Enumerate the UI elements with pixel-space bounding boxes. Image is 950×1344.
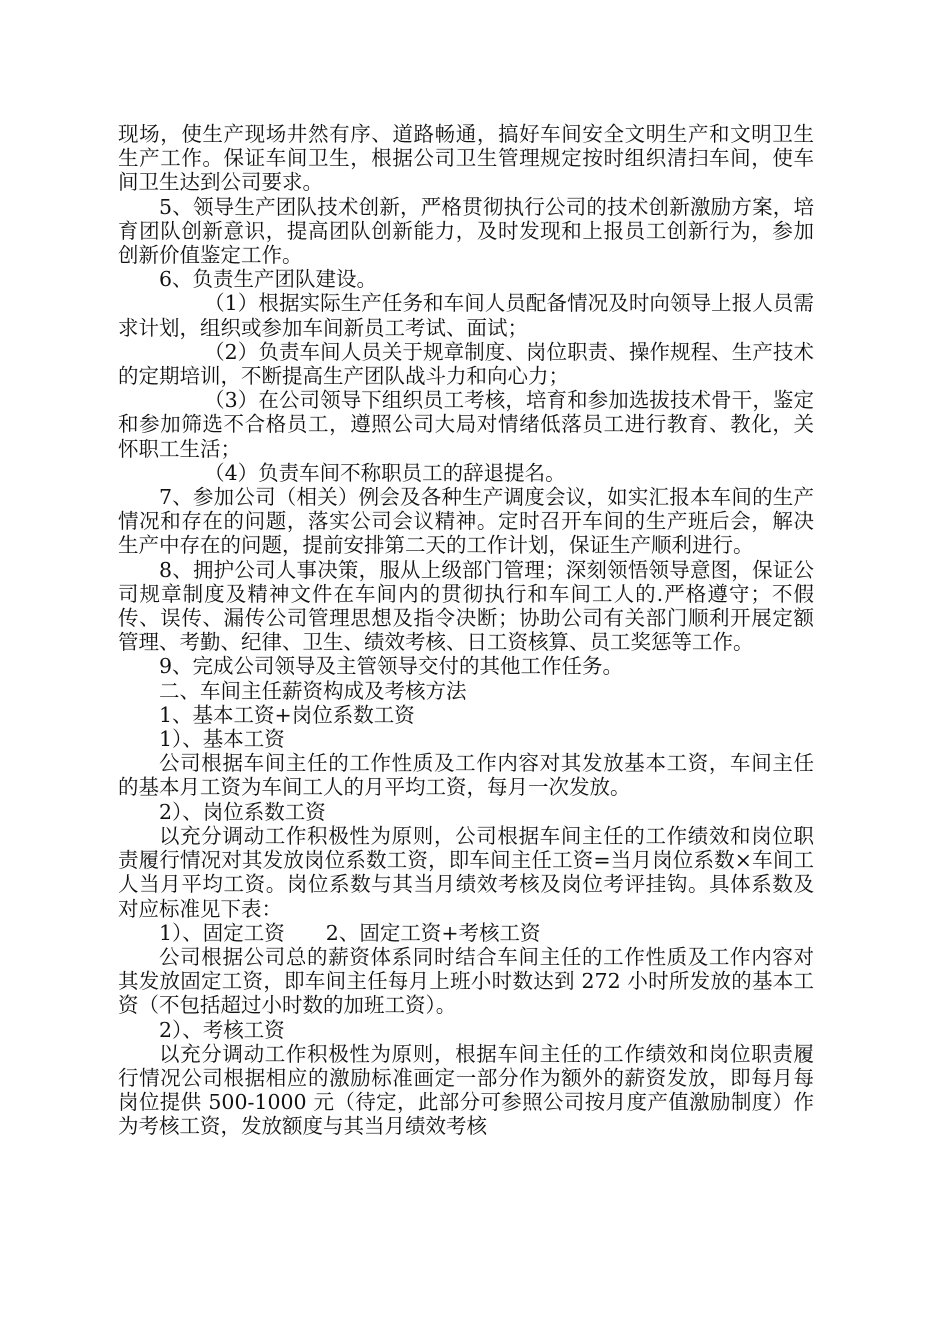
paragraph-item-6-2: （2）负责车间人员关于规章制度、岗位职责、操作规程、生产技术的定期培训，不断提高生产团队战斗力和向心力； xyxy=(118,339,814,389)
section-heading-salary: 二、车间主任薪资构成及考核方法 xyxy=(159,678,467,703)
paragraph-item-6: 6、负责生产团队建设。 xyxy=(159,267,378,292)
subheading-coefficient-wage: 2）、岗位系数工资 xyxy=(159,799,326,824)
subheading-basic-wage: 1）、基本工资 xyxy=(159,727,285,752)
subheading-fixed-wage: 1）、固定工资 2、固定工资+考核工资 xyxy=(159,920,541,945)
paragraph-item-6-3: （3）在公司领导下组织员工考核，培育和参加选拔技术骨干，鉴定和参加筛选不合格员工，遵照公司大局对情绪低落员工进行教育、教化，关怀职工生活； xyxy=(118,388,814,461)
paragraph-fixed-wage: 公司根据公司总的薪资体系同时结合车间主任的工作性质及工作内容对其发放固定工资，即车间主任每月上班小时数达到 272 小时所发放的基本工资（不包括超过小时数的加班工资）。 xyxy=(118,944,814,1018)
paragraph-item-5: 5、领导生产团队技术创新，严格贯彻执行公司的技术创新激励方案，培育团队创新意识，提高团队创新能力，及时发现和上报员工创新行为，参加创新价值鉴定工作。 xyxy=(118,194,814,268)
paragraph-item-7: 7、参加公司（相关）例会及各种生产调度会议，如实汇报本车间的生产情况和存在的问题，落实公司会议精神。定时召开车间的生产班后会，解决生产中存在的问题，提前安排第二天的工作计划，保证生产顺利进行。 xyxy=(118,485,814,558)
paragraph-site-order: 现场，使生产现场井然有序、道路畅通，搞好车间安全文明生产和文明卫生生产工作。保证车间卫生，根据公司卫生管理规定按时组织清扫车间，使车间卫生达到公司要求。 xyxy=(118,122,814,195)
paragraph-basic-wage: 公司根据车间主任的工作性质及工作内容对其发放基本工资，车间主任的基本月工资为车间工人的月平均工资，每月一次发放。 xyxy=(118,751,814,800)
paragraph-item-6-1: （1）根据实际生产任务和车间人员配备情况及时向领导上报人员需求计划，组织或参加车间新员工考试、面试； xyxy=(118,291,814,340)
subheading-basic-plus-coefficient: 1、基本工资+岗位系数工资 xyxy=(159,702,415,727)
paragraph-item-8: 8、拥护公司人事决策，服从上级部门管理；深刻领悟领导意图，保证公司规章制度及精神文件在车间内的贯彻执行和车间工人的.严格遵守；不假传、误传、漏传公司管理思想及指令决断；协助公司有关部门顺利开展定额管理、考勤、纪律、卫生、绩效考核、日工资核算、员工奖惩等工作。 xyxy=(118,557,814,655)
paragraph-assessment-wage: 以充分调动工作积极性为原则，根据车间主任的工作绩效和岗位职责履行情况公司根据相应的激励标准画定一部分作为额外的薪资发放，即每月每岗位提供 500-1000 元（待定，此部分可参照公司按月度产值激励制度）作为考核工资，发放额度与其当月绩效考核 xyxy=(118,1041,814,1139)
paragraph-item-6-4: （4）负责车间不称职员工的辞退提名。 xyxy=(204,460,566,485)
paragraph-coefficient-wage: 以充分调动工作积极性为原则，公司根据车间主任的工作绩效和岗位职责履行情况对其发放岗位系数工资，即车间主任工资=当月岗位系数×车间工人当月平均工资。岗位系数与其当月绩效考核及岗位考评挂钩。具体系数及对应标准见下表： xyxy=(118,823,814,921)
subheading-assessment-wage: 2）、考核工资 xyxy=(159,1017,285,1042)
document-body xyxy=(118,122,814,1139)
paragraph-item-9: 9、完成公司领导及主管领导交付的其他工作任务。 xyxy=(159,654,624,679)
